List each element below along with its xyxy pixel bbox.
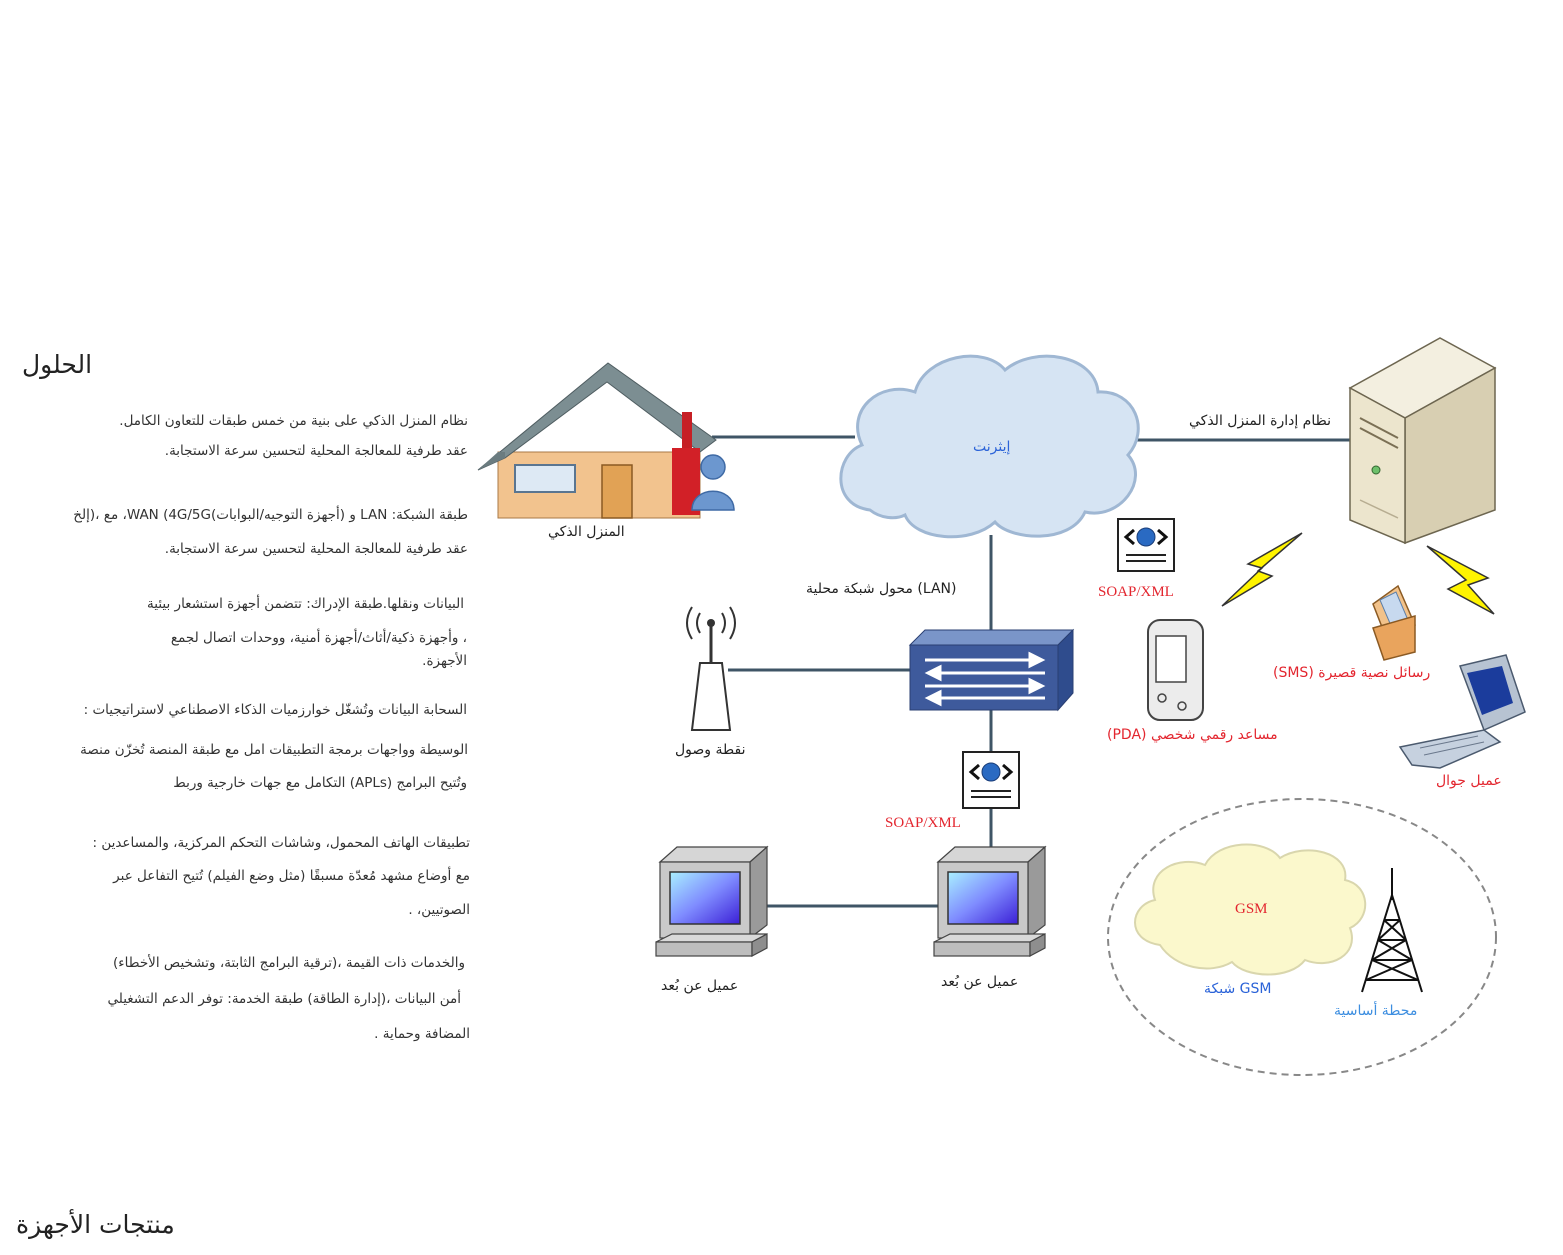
soap-label-lower: SOAP/XML [885, 815, 961, 831]
house-icon [478, 363, 734, 518]
solutions-heading: الحلول [22, 350, 93, 379]
gsm-cloud-label: GSM [1235, 901, 1268, 917]
monitor-icon-right [934, 847, 1045, 956]
solutions-line-6: وأجهزة ذكية/أثاث/أجهزة أمنية، ووحدات اتصال لجمع ، [170, 630, 467, 646]
solutions-line-1: .نظام المنزل الذكي على بنية من خمس طبقات للتعاون الكامل [119, 413, 468, 429]
pda-icon [1148, 620, 1203, 720]
solutions-line-5: البيانات ونقلها.طبقة الإدراك: تتضمن أجهزة استشعار بيئية [147, 596, 464, 612]
solutions-line-8: : السحابة البيانات وتُشغّل خوارزميات الذكاء الاصطناعي لاستراتيجيات [83, 702, 467, 718]
solutions-line-12: مع أوضاع مشهد مُعدّة مسبقًا (مثل وضع الفيلم) تُتيح التفاعل عبر [113, 868, 470, 884]
solutions-line-9: الوسيطة وواجهات برمجة التطبيقات امل مع طبقة المنصة تُخزّن منصة [80, 742, 468, 758]
monitor-icon-left [656, 847, 767, 956]
lan-switch-label: محول شبكة محلية (LAN) [806, 581, 957, 597]
solutions-line-7: .الأجهزة [422, 653, 467, 669]
base-station-label: محطة أساسية [1334, 1003, 1418, 1019]
solutions-line-16: . المضافة وحماية [374, 1026, 470, 1042]
base-station-tower-icon [1362, 868, 1422, 992]
solutions-line-15: أمن البيانات ،(إدارة الطاقة) طبقة الخدمة: توفر الدعم التشغيلي [107, 991, 461, 1007]
remote-client-right-label: عميل عن بُعد [941, 974, 1019, 990]
gsm-network-label: شبكة GSM [1204, 981, 1272, 997]
internet-label: إيثرنت [973, 439, 1011, 455]
remote-client-left-label: عميل عن بُعد [661, 978, 739, 994]
solutions-line-2: .عقد طرفية للمعالجة المحلية لتحسين سرعة الاستجابة [164, 443, 468, 459]
server-label: نظام إدارة المنزل الذكي [1189, 413, 1331, 429]
lan-switch-icon [910, 630, 1073, 710]
solutions-line-13: . ،الصوتيين [408, 902, 470, 918]
solutions-line-4: .عقد طرفية للمعالجة المحلية لتحسين سرعة الاستجابة [164, 541, 468, 557]
products-heading: منتجات الأجهزة [16, 1210, 175, 1239]
smart-home-label: المنزل الذكي [548, 524, 625, 540]
soap-document-icon-lower [963, 752, 1019, 808]
soap-document-icon-upper [1118, 519, 1174, 571]
lightning-icon-right [1427, 546, 1494, 614]
sms-envelope-icon [1373, 586, 1415, 660]
access-point-label: نقطة وصول [675, 742, 746, 758]
pda-label: (PDA) مساعد رقمي شخصي [1107, 727, 1278, 743]
mobile-client-label: عميل جوال [1436, 773, 1502, 789]
solutions-line-14: والخدمات ذات القيمة ،(ترقية البرامج الثابتة، وتشخيص الأخطاء) [113, 955, 465, 971]
access-point-icon [687, 607, 735, 730]
soap-label-upper: SOAP/XML [1098, 584, 1174, 600]
solutions-line-3: مع ،(إلخ ،WAN (4G/5Gو (أجهزة التوجيه/البوابات) LAN :طبقة الشبكة [73, 507, 468, 523]
sms-label: (SMS) رسائل نصية قصيرة [1273, 665, 1431, 681]
solutions-line-10: التكامل مع جهات خارجية وربط (APLs) وتُتيح البرامج [173, 775, 467, 791]
server-icon [1350, 338, 1495, 543]
solutions-line-11: : تطبيقات الهاتف المحمول، وشاشات التحكم المركزية، والمساعدين [92, 835, 470, 851]
lightning-icon-left [1222, 533, 1302, 606]
